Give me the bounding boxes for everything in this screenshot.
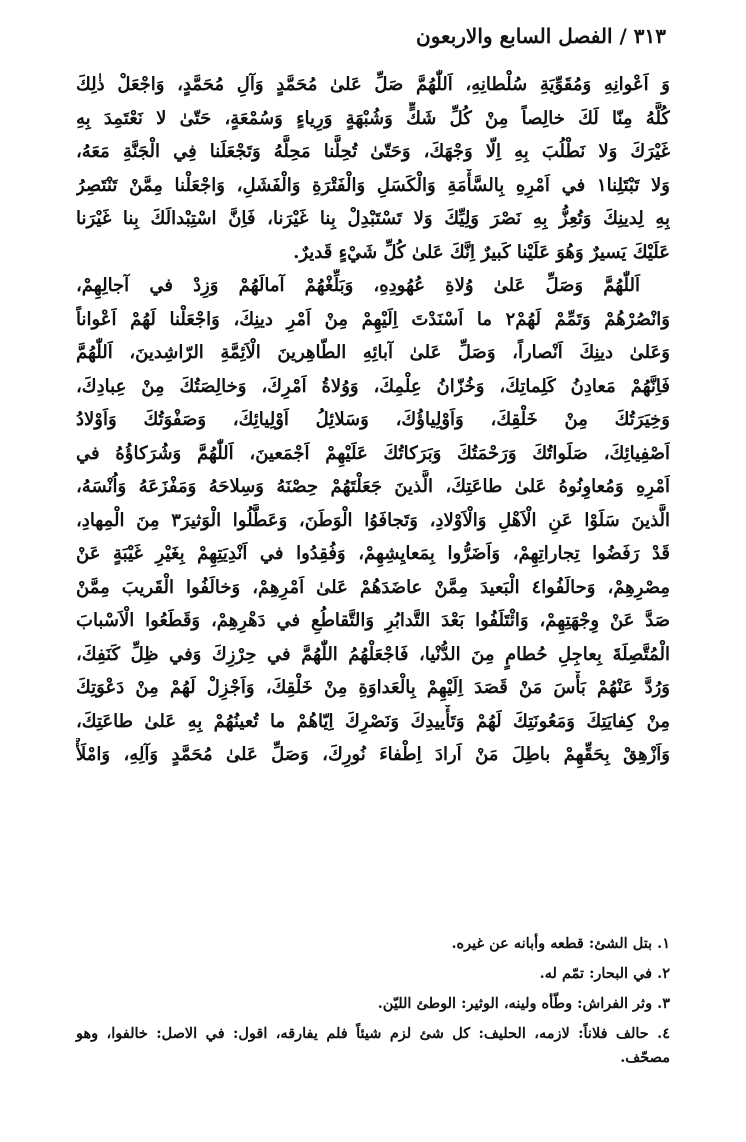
footnotes xyxy=(76,932,670,1070)
text-line: وَ اَعْوانِهِ وَمُقَوِّيَةِ سُلْطانِهِ، اَللّٰهُمَّ صَلِّ عَلىٰ مُحَمَّدٍ وَآلِ مُحَمَّدٍ، وَاجْعَلْ ذٰلِكَ xyxy=(76,74,670,95)
text-line: وَخِيَرَتُكَ مِنْ خَلْقِكَ، وَاَوْلِياؤُكَ، وَسَلائِلُ اَوْلِيائِكَ، وَصَفْوَتُكَ وَاَوْلادُ xyxy=(76,409,670,430)
text-line: اَللّٰهُمَّ وَصَلِّ عَلىٰ وُلاةِ عُهُودِهِ، وَبَلِّغْهُمْ آمالَهُمْ وَزِدْ في آجالِهِمْ، xyxy=(76,275,640,296)
text-line: وَانْصُرْهُمْ وَتَمِّمْ لَهُمْ٢ ما اَسْنَدْتَ اِلَيْهِمْ مِنْ اَمْرِ دينِكَ، وَاجْعَلْنا لَهُمْ اَعْواناً xyxy=(76,308,670,330)
text-line: مِنْ كِفايَتِكَ وَمَعُونَتِكَ لَهُمْ وَتَأْييدِكَ وَنَصْرِكَ اِيّاهُمْ ما تُعينُهُمْ بِهِ عَلىٰ طاعَتِكَ، xyxy=(76,710,670,732)
text-line: وَلا تَبْتَلِنا١ في اَمْرِهِ بِالسَّأْمَةِ وَالْكَسَلِ وَالْفَتْرَةِ وَالْفَشَلِ، وَاجْعَلْنا مِمَّنْ تَنْتَصِرُ xyxy=(76,174,670,196)
chapter-title: الفصل السابع والاربعون xyxy=(416,24,613,48)
text-line: فَاِنَّهُمْ مَعادِنُ كَلِماتِكَ، وَخُزّانُ عِلْمِكَ، وَوُلاةُ اَمْرِكَ، وَخالِصَتُكَ مِنْ عِبادِكَ، xyxy=(76,375,670,397)
text-line: اَمْرِهِ وَمُعاوِنُوهُ عَلىٰ طاعَتِكَ، الَّذينَ جَعَلْتَهُمْ حِصْنَهُ وَسِلاحَهُ وَمَفْزَعَهُ وَاُنْسَهُ، xyxy=(76,476,670,497)
page-header xyxy=(80,24,666,60)
text-line: غَيْرَكَ وَلا نَطْلُبَ بِهِ اِلّا وَجْهَكَ، وَحَتّىٰ تُحِلَّنا مَحِلَّهُ وَتَجْعَلَنا فِي الْجَنَّةِ مَعَهُ، xyxy=(76,141,670,162)
text-line: صَدَّ عَنْ وِجْهَتِهِمْ، وَائْتَلَفُوا بَعْدَ التَّدابُرِ وَالتَّقاطُعِ في دَهْرِهِمْ، وَقَطَعُوا الْاَسْبابَ xyxy=(76,610,670,631)
text-line: الْمُتَّصِلَةَ بِعاجِلِ حُطامٍ مِنَ الدُّنْيا، فَاجْعَلْهُمُ اللّٰهُمَّ في حِرْزِكَ وَفي ظِلِّ كَنَفِكَ، xyxy=(76,643,670,665)
text-line: مِصْرِهِمْ، وَحالَفُوا٤ الْبَعيدَ مِمَّنْ عاضَدَهُمْ عَلىٰ اَمْرِهِمْ، وَخالَفُوا الْقَريبَ مِمَّنْ xyxy=(76,576,670,598)
text-line: كُلَّهُ مِنّا لَكَ خالِصاً مِنْ كُلِّ شَكٍّ وَشُبْهَةٍ وَرِياءٍ وَسُمْعَةٍ، حَتّىٰ لا نَعْتَمِدَ بِهِ xyxy=(76,107,670,129)
footnote-3: ٣. وثر الفراش: وطّأه ولينه، الوثير: الوطئ الليّن. xyxy=(377,995,670,1012)
page-number: ٣١٣ xyxy=(633,24,666,48)
main-text xyxy=(76,68,670,772)
footnote-2: ٢. في البحار: تمّم له. xyxy=(539,965,670,982)
text-line: بِهِ لِدينِكَ وَتُعِزُّ بِهِ نَصْرَ وَلِيِّكَ وَلا تَسْتَبْدِلْ بِنا غَيْرَنا، فَاِنَّ اسْتِبْدالَكَ بِنا غَيْرَنا xyxy=(76,208,670,229)
footnote-4: ٤. حالف فلاناً: لازمه، الحليف: كل شئ لزم شيئاً فلم يفارقه، اقول: في الاصل: خالفوا، وهو مصحّف. xyxy=(76,1025,670,1066)
text-line: وَاَزْهِقْ بِحَقِّهِمْ باطِلَ مَنْ اَرادَ اِطْفاءَ نُورِكَ، وَصَلِّ عَلىٰ مُحَمَّدٍ وَآلِهِ، وَامْلَأْ xyxy=(76,744,670,765)
text-line: عَلَيْكَ يَسيرٌ وَهُوَ عَلَيْنا كَبيرٌ اِنَّكَ عَلىٰ كُلِّ شَيْءٍ قَديرٌ. xyxy=(293,241,670,263)
text-line: وَرُدَّ عَنْهُمْ بَأْسَ مَنْ قَصَدَ اِلَيْهِمْ بِالْعَداوَةِ مِنْ خَلْقِكَ، وَاَجْزِلْ لَهُمْ مِنْ دَعْوَتِكَ xyxy=(76,677,670,698)
text-line: الَّذينَ سَلَوْا عَنِ الْاَهْلِ وَالْاَوْلادِ، وَتَجافَوُا الْوَطَنَ، وَعَطَّلُوا الْوَثيرَ٣ مِنَ الْمِهادِ، xyxy=(76,509,670,531)
header-separator: / xyxy=(612,24,634,48)
text-line: اَصْفِيائِكَ، صَلَواتُكَ وَرَحْمَتُكَ وَبَرَكاتُكَ عَلَيْهِمْ اَجْمَعينَ، اَللّٰهُمَّ وَشُرَكاؤُهُ في xyxy=(76,442,670,464)
text-line: وَعَلىٰ دينِكَ اَنْصاراً، وَصَلِّ عَلىٰ آبائِهِ الطّاهِرينَ الْاَئِمَّةِ الرّاشِدينَ، اَللّٰهُمَّ xyxy=(76,342,670,363)
footnote-1: ١. بتل الشئ: قطعه وأبانه عن غيره. xyxy=(451,935,670,952)
text-line: قَدْ رَفَضُوا تِجاراتِهِمْ، وَاَضَرُّوا بِمَعايِشِهِمْ، وَفُقِدُوا في اَنْدِيَتِهِمْ بِغَيْرِ غَيْبَةٍ عَنْ xyxy=(76,543,670,564)
